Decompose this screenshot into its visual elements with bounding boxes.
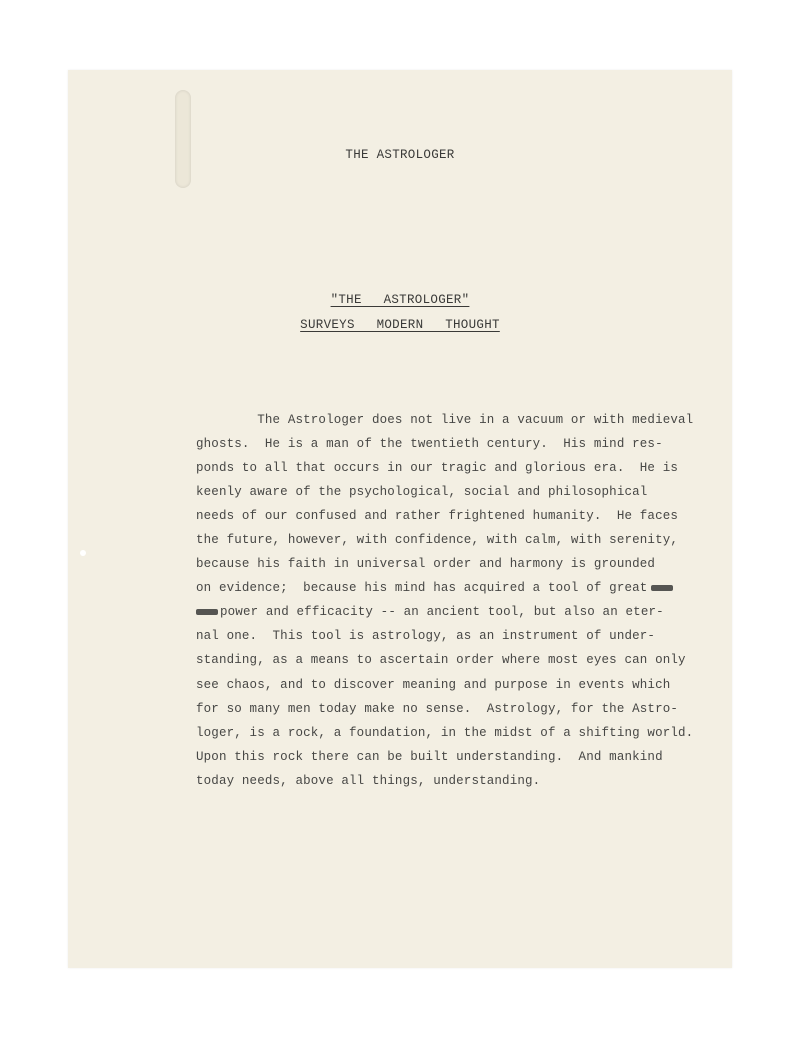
body-line: for so many men today make no sense. Astrology, for the Astro-	[196, 701, 679, 716]
body-line: Upon this rock there can be built understanding. And mankind	[196, 749, 663, 764]
body-line: see chaos, and to discover meaning and purpose in events which	[196, 677, 671, 692]
document-title	[68, 288, 732, 338]
body-line: nal one. This tool is astrology, as an instrument of under-	[196, 629, 656, 644]
body-line-struck-end: on evidence; because his mind has acquired a tool of great	[196, 576, 726, 600]
body-line: ponds to all that occurs in our tragic and glorious era. He is	[196, 461, 679, 476]
punch-mark	[80, 550, 86, 556]
title-line-1: "THE ASTROLOGER"	[330, 293, 470, 307]
body-line: today needs, above all things, understanding.	[196, 773, 541, 788]
strikeout-mark	[196, 609, 218, 615]
body-line: The Astrologer does not live in a vacuum or with medieval	[196, 413, 694, 427]
body-line: loger, is a rock, a foundation, in the midst of a shifting world.	[196, 725, 694, 740]
body-line: needs of our confused and rather frightened humanity. He faces	[196, 509, 679, 524]
body-line-struck-start: power and efficacity -- an ancient tool, but also an eter-	[196, 600, 726, 624]
body-line: the future, however, with confidence, with calm, with serenity,	[196, 533, 679, 548]
paperclip-mark	[175, 90, 191, 188]
body-line: keenly aware of the psychological, social and philosophical	[196, 485, 648, 500]
body-line: standing, as a means to ascertain order where most eyes can only	[196, 653, 686, 668]
body-line: because his faith in universal order and harmony is grounded	[196, 557, 656, 572]
typewritten-page	[68, 70, 732, 968]
running-header: THE ASTROLOGER	[345, 148, 455, 162]
title-line-2: SURVEYS MODERN THOUGHT	[300, 318, 500, 332]
strikeout-mark	[651, 585, 673, 591]
body-paragraph	[196, 408, 726, 793]
body-line: ghosts. He is a man of the twentieth century. His mind res-	[196, 437, 663, 452]
